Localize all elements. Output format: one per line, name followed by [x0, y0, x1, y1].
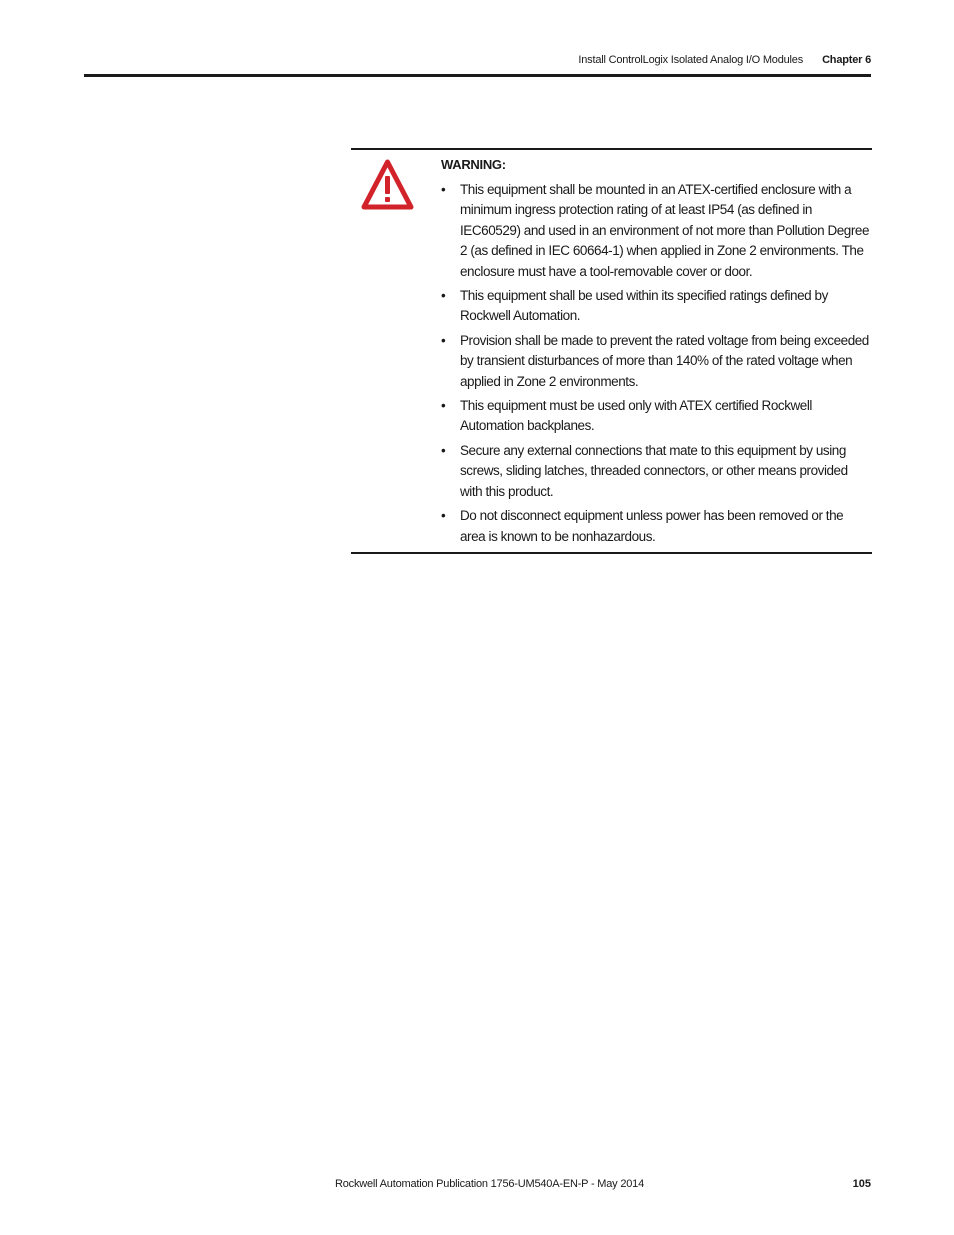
- warning-item-text: This equipment must be used only with ATEX certified Rockwell Automation backplanes.: [460, 398, 812, 434]
- page-footer: [84, 1176, 871, 1192]
- header-title: Install ControlLogix Isolated Analog I/O Modules: [578, 54, 803, 66]
- warning-item-text: Secure any external connections that mate to this equipment by using screws, sliding latches, threaded connectors, or other means provided with this product.: [460, 442, 848, 499]
- bullet-icon: •: [441, 508, 446, 524]
- warning-triangle-icon: [360, 158, 415, 212]
- page-header: [84, 52, 871, 68]
- warning-item: [441, 286, 871, 327]
- warning-item: [441, 180, 871, 282]
- warning-item-text: This equipment shall be used within its specified ratings defined by Rockwell Automation.: [460, 288, 828, 324]
- warning-item-text: This equipment shall be mounted in an ATEX-certified enclosure with a minimum ingress protection rating of at least IP54 (as defined in IEC60529) and used in an environment of not more than Pollution Degree 2 (as defined in IEC 60664-1) when applied in Zone 2 environments. The enclosure must have a tool-removable cover or door.: [460, 182, 870, 279]
- bullet-icon: •: [441, 398, 446, 414]
- bullet-icon: •: [441, 442, 446, 458]
- warning-item: [441, 441, 871, 502]
- warning-item-text: Do not disconnect equipment unless power has been removed or the area is known to be nonhazardous.: [460, 508, 844, 544]
- footer-publication: Rockwell Automation Publication 1756-UM540A-EN-P - May 2014: [335, 1178, 644, 1190]
- warning-item: [441, 331, 871, 392]
- bullet-icon: •: [441, 332, 446, 348]
- warning-content: [441, 156, 871, 551]
- warning-list: [441, 180, 871, 547]
- bullet-icon: •: [441, 288, 446, 304]
- page-number: 105: [852, 1178, 871, 1190]
- header-chapter: Chapter 6: [822, 54, 871, 66]
- header-divider: [84, 74, 871, 77]
- warning-item: [441, 396, 871, 437]
- warning-item-text: Provision shall be made to prevent the rated voltage from being exceeded by transient disturbances of more than 140% of the rated voltage when applied in Zone 2 environments.: [460, 332, 869, 389]
- bullet-icon: •: [441, 182, 446, 197]
- warning-title: WARNING:: [441, 157, 506, 172]
- warning-box: [351, 148, 872, 554]
- warning-item: [441, 506, 871, 547]
